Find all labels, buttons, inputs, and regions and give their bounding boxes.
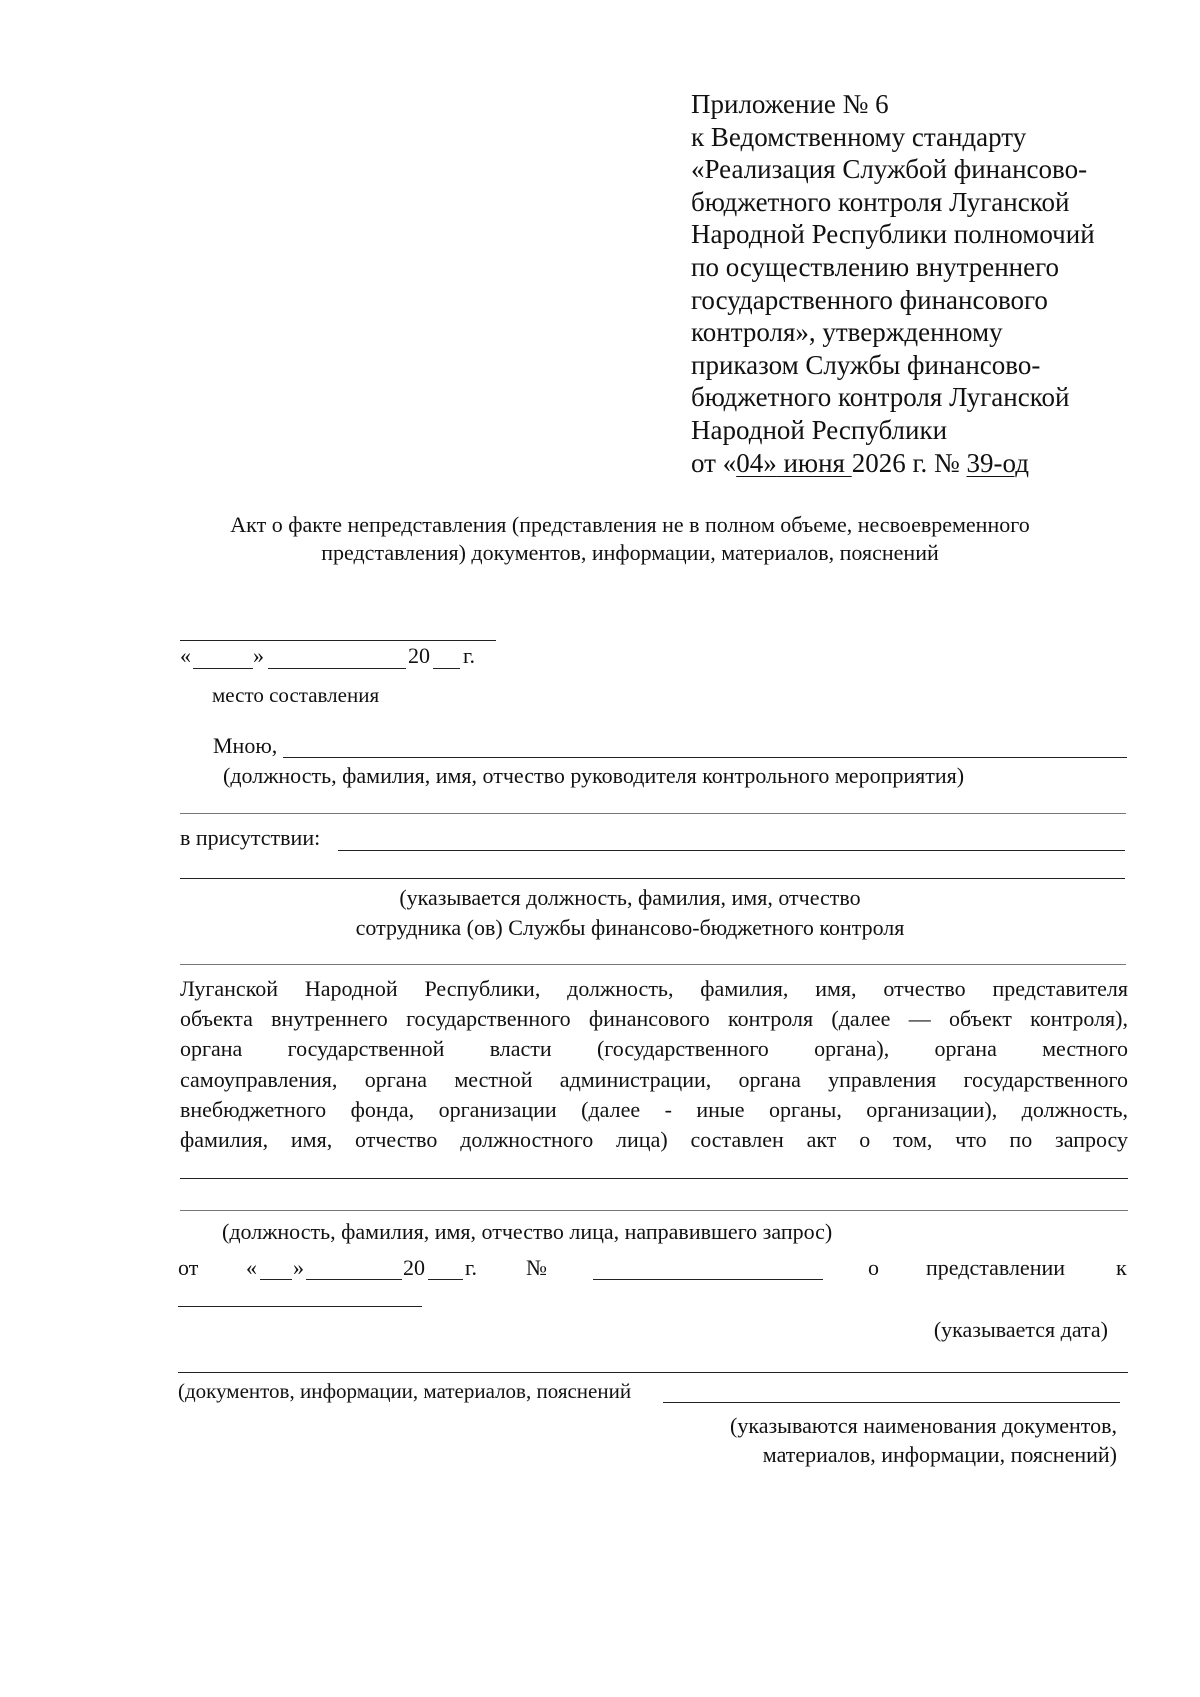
header-line: бюджетного контроля Луганской bbox=[691, 382, 1070, 413]
act-title-line-2: представления) документов, информации, материалов, пояснений bbox=[321, 540, 939, 565]
presence-caption-1: (указывается должность, фамилия, имя, отчество bbox=[399, 885, 861, 910]
request-number-line bbox=[593, 1279, 823, 1280]
presence-caption-2: сотрудника (ов) Службы финансово-бюджетного контроля bbox=[355, 915, 905, 940]
presence-line bbox=[338, 850, 1125, 851]
day-line bbox=[193, 668, 253, 669]
order-day: 04 bbox=[736, 447, 764, 478]
request-subject-line bbox=[178, 1306, 422, 1307]
order-date-line bbox=[691, 447, 1095, 480]
year-line bbox=[433, 668, 460, 669]
place-caption: место составления bbox=[212, 683, 380, 707]
header-line: контроля», утвержденному bbox=[691, 317, 1003, 348]
author-caption: (должность, фамилия, имя, отчество руководителя контрольного мероприятия) bbox=[223, 763, 965, 788]
order-day-close: » bbox=[763, 447, 777, 478]
body-line: фамилия, имя, отчество должностного лица) составлен акт о том, что по запросу bbox=[180, 1127, 1128, 1153]
place-date-open-quote: « bbox=[180, 643, 191, 668]
documents-line-1 bbox=[178, 1372, 1128, 1373]
header-line: Приложение № 6 bbox=[691, 89, 889, 119]
author-line-2 bbox=[180, 813, 1126, 814]
request-month-line bbox=[306, 1279, 402, 1280]
place-date-close-quote: » bbox=[253, 643, 264, 668]
order-month: июня bbox=[776, 447, 852, 478]
appendix-header bbox=[691, 88, 1095, 479]
header-line: приказом Службы финансово- bbox=[691, 349, 1041, 380]
request-k: к bbox=[1116, 1255, 1127, 1280]
year-suffix: г. bbox=[463, 643, 476, 668]
body-line: органа государственной власти (государственного органа), органа местного bbox=[180, 1036, 1128, 1062]
presence-line-3 bbox=[180, 964, 1126, 965]
header-line: Народной Республики полномочий bbox=[691, 219, 1095, 250]
body-line: объекта внутреннего государственного финансового контроля (далее — объект контроля), bbox=[180, 1006, 1128, 1032]
request-number-sign: № bbox=[526, 1255, 547, 1280]
header-line: «Реализация Службой финансово- bbox=[691, 154, 1088, 185]
body-line: Луганской Народной Республики, должность, фамилия, имя, отчество представителя bbox=[180, 976, 1128, 1001]
header-line: бюджетного контроля Луганской bbox=[691, 186, 1070, 217]
year-prefix: 20 bbox=[408, 643, 430, 668]
documents-caption-2: материалов, информации, пояснений) bbox=[762, 1442, 1117, 1467]
author-line bbox=[283, 757, 1127, 758]
date-prefix: от « bbox=[691, 447, 737, 478]
order-number: 39-од bbox=[966, 447, 1029, 478]
order-year: 2026 г. № bbox=[851, 447, 967, 478]
month-line bbox=[268, 668, 406, 669]
request-o: о bbox=[868, 1255, 879, 1280]
author-label: Мною, bbox=[213, 733, 278, 758]
body-paragraph bbox=[180, 974, 1128, 1155]
request-caption: (должность, фамилия, имя, отчество лица, направившего запрос) bbox=[222, 1219, 833, 1244]
request-year-suffix: г. bbox=[465, 1255, 478, 1280]
presence-label: в присутствии: bbox=[180, 825, 321, 850]
request-word: представлении bbox=[926, 1255, 1066, 1280]
body-line: внебюджетного фонда, организации (далее - иные органы, организации), должность, bbox=[180, 1096, 1128, 1122]
header-line: Народной Республики bbox=[691, 414, 948, 445]
header-line: государственного финансового bbox=[691, 284, 1048, 315]
documents-line-2 bbox=[663, 1402, 1120, 1403]
act-title-line-1: Акт о факте непредставления (представления не в полном объеме, несвоевременного bbox=[230, 512, 1030, 537]
request-from: от bbox=[178, 1255, 199, 1280]
header-line: по осуществлению внутреннего bbox=[691, 251, 1059, 282]
body-line: самоуправления, органа местной администрации, органа управления государственного bbox=[180, 1066, 1128, 1092]
request-day-line bbox=[260, 1279, 292, 1280]
header-line: к Ведомственному стандарту bbox=[691, 121, 1027, 152]
place-line bbox=[180, 640, 496, 641]
presence-line-2 bbox=[180, 878, 1125, 879]
request-year-prefix: 20 bbox=[403, 1255, 425, 1280]
request-line-1 bbox=[180, 1178, 1128, 1179]
request-close-quote: » bbox=[293, 1255, 304, 1280]
documents-caption-1: (указываются наименования документов, bbox=[730, 1413, 1117, 1438]
request-open-quote: « bbox=[246, 1255, 257, 1280]
request-date-caption: (указывается дата) bbox=[933, 1317, 1108, 1342]
request-year-line bbox=[428, 1279, 463, 1280]
documents-label: (документов, информации, материалов, пояснений bbox=[178, 1379, 632, 1403]
request-line-2 bbox=[180, 1210, 1128, 1211]
